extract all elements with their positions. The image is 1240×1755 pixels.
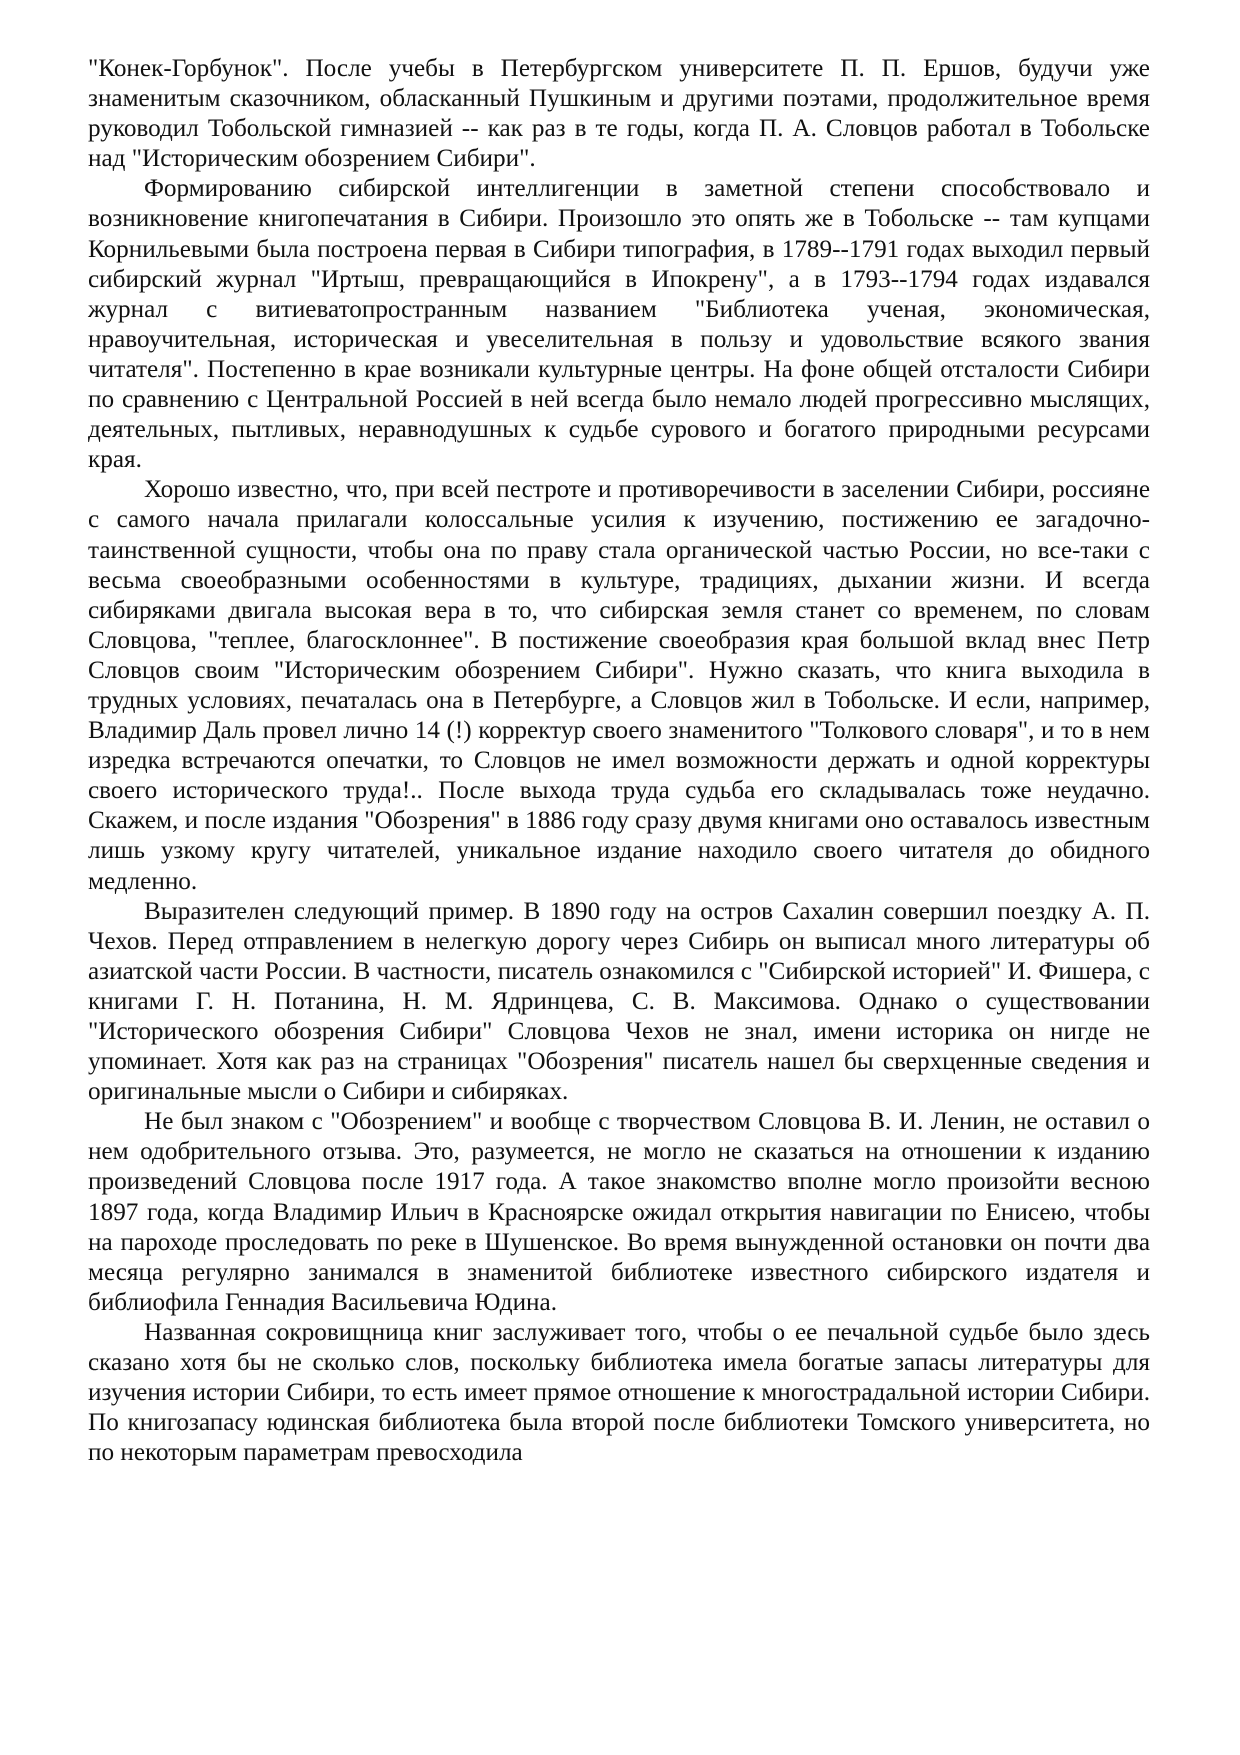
document-page xyxy=(88,54,1150,1468)
paragraph-1: "Конек-Горбунок". После учебы в Петербургском университете П. П. Ершов, будучи уже знаменитым сказочником, обласканный Пушкиным и другими поэтами, продолжительное время руководил Тобольской гимназией -- как раз в те годы, когда П. А. Словцов работал в Тобольске над "Историческим обозрением Сибири". xyxy=(88,55,1150,173)
paragraph-6: Названная сокровищница книг заслуживает того, чтобы о ее печальной судьбе было здесь сказано хотя бы не сколько слов, поскольку библиотека имела богатые запасы литературы для изучения истории Сибири, то есть имеет прямое отношение к многострадальной истории Сибири. По книгозапасу юдинская библиотека была второй после библиотеки Томского университета, но по некоторым параметрам превосходила xyxy=(88,1318,1150,1467)
paragraph-5: Не был знаком с "Обозрением" и вообще с творчеством Словцова В. И. Ленин, не оставил о нем одобрительного отзыва. Это, разумеется, не могло не сказаться на отношении к изданию произведений Словцова после 1917 года. А такое знакомство вполне могло произойти весною 1897 года, когда Владимир Ильич в Красноярске ожидал открытия навигации по Енисею, чтобы на пароходе проследовать по реке в Шушенское. Во время вынужденной остановки он почти два месяца регулярно занимался в знаменитой библиотеке известного сибирского издателя и библиофила Геннадия Васильевича Юдина. xyxy=(88,1108,1150,1316)
paragraph-2: Формированию сибирской интеллигенции в заметной степени способствовало и возникновение книгопечатания в Сибири. Произошло это опять же в Тобольске -- там купцами Корнильевыми была построена первая в Сибири типография, в 1789--1791 годах выходил первый сибирский журнал "Иртыш, превращающийся в Ипокрену", а в 1793--1794 годах издавался журнал с витиеватопространным названием "Библиотека ученая, экономическая, нравоучительная, историческая и увеселительная в пользу и удовольствие всякого звания читателя". Постепенно в крае возникали культурные центры. На фоне общей отсталости Сибири по сравнению с Центральной Россией в ней всегда было немало людей прогрессивно мыслящих, деятельных, пытливых, неравнодушных к судьбе сурового и богатого природными ресурсами края. xyxy=(88,175,1150,474)
paragraph-4: Выразителен следующий пример. В 1890 году на остров Сахалин совершил поездку А. П. Чехов. Перед отправлением в нелегкую дорогу через Сибирь он выписал много литературы об азиатской части России. В частности, писатель ознакомился с "Сибирской историей" И. Фишера, с книгами Г. Н. Потанина, Н. М. Ядринцева, С. В. Максимова. Однако о существовании "Исторического обозрения Сибири" Словцова Чехов не знал, имени историка он нигде не упоминает. Хотя как раз на страницах "Обозрения" писатель нашел бы сверхценные сведения и оригинальные мысли о Сибири и сибиряках. xyxy=(88,897,1150,1106)
paragraph-3: Хорошо известно, что, при всей пестроте и противоречивости в заселении Сибири, россияне с самого начала прилагали колоссальные усилия к изучению, постижению ее загадочно-таинственной сущности, чтобы она по праву стала органической частью России, но все-таки с весьма своеобразными особенностями в культуре, традициях, дыхании жизни. И всегда сибиряками двигала высокая вера в то, что сибирская земля станет со временем, по словам Словцова, "теплее, благосклоннее". В постижение своеобразия края большой вклад внес Петр Словцов своим "Историческим обозрением Сибири". Нужно сказать, что книга выходила в трудных условиях, печаталась она в Петербурге, а Словцов жил в Тобольске. И если, например, Владимир Даль провел лично 14 (!) корректур своего знаменитого "Толкового словаря", и то в нем изредка встречаются опечатки, то Словцов не имел возможности держать и одной корректуры своего исторического труда!.. После выхода труда судьба его складывалась тоже неудачно. Скажем, и после издания "Обозрения" в 1886 году сразу двумя книгами оно оставалось известным лишь узкому кругу читателей, уникальное издание находило своего читателя до обидного медленно. xyxy=(88,476,1150,895)
